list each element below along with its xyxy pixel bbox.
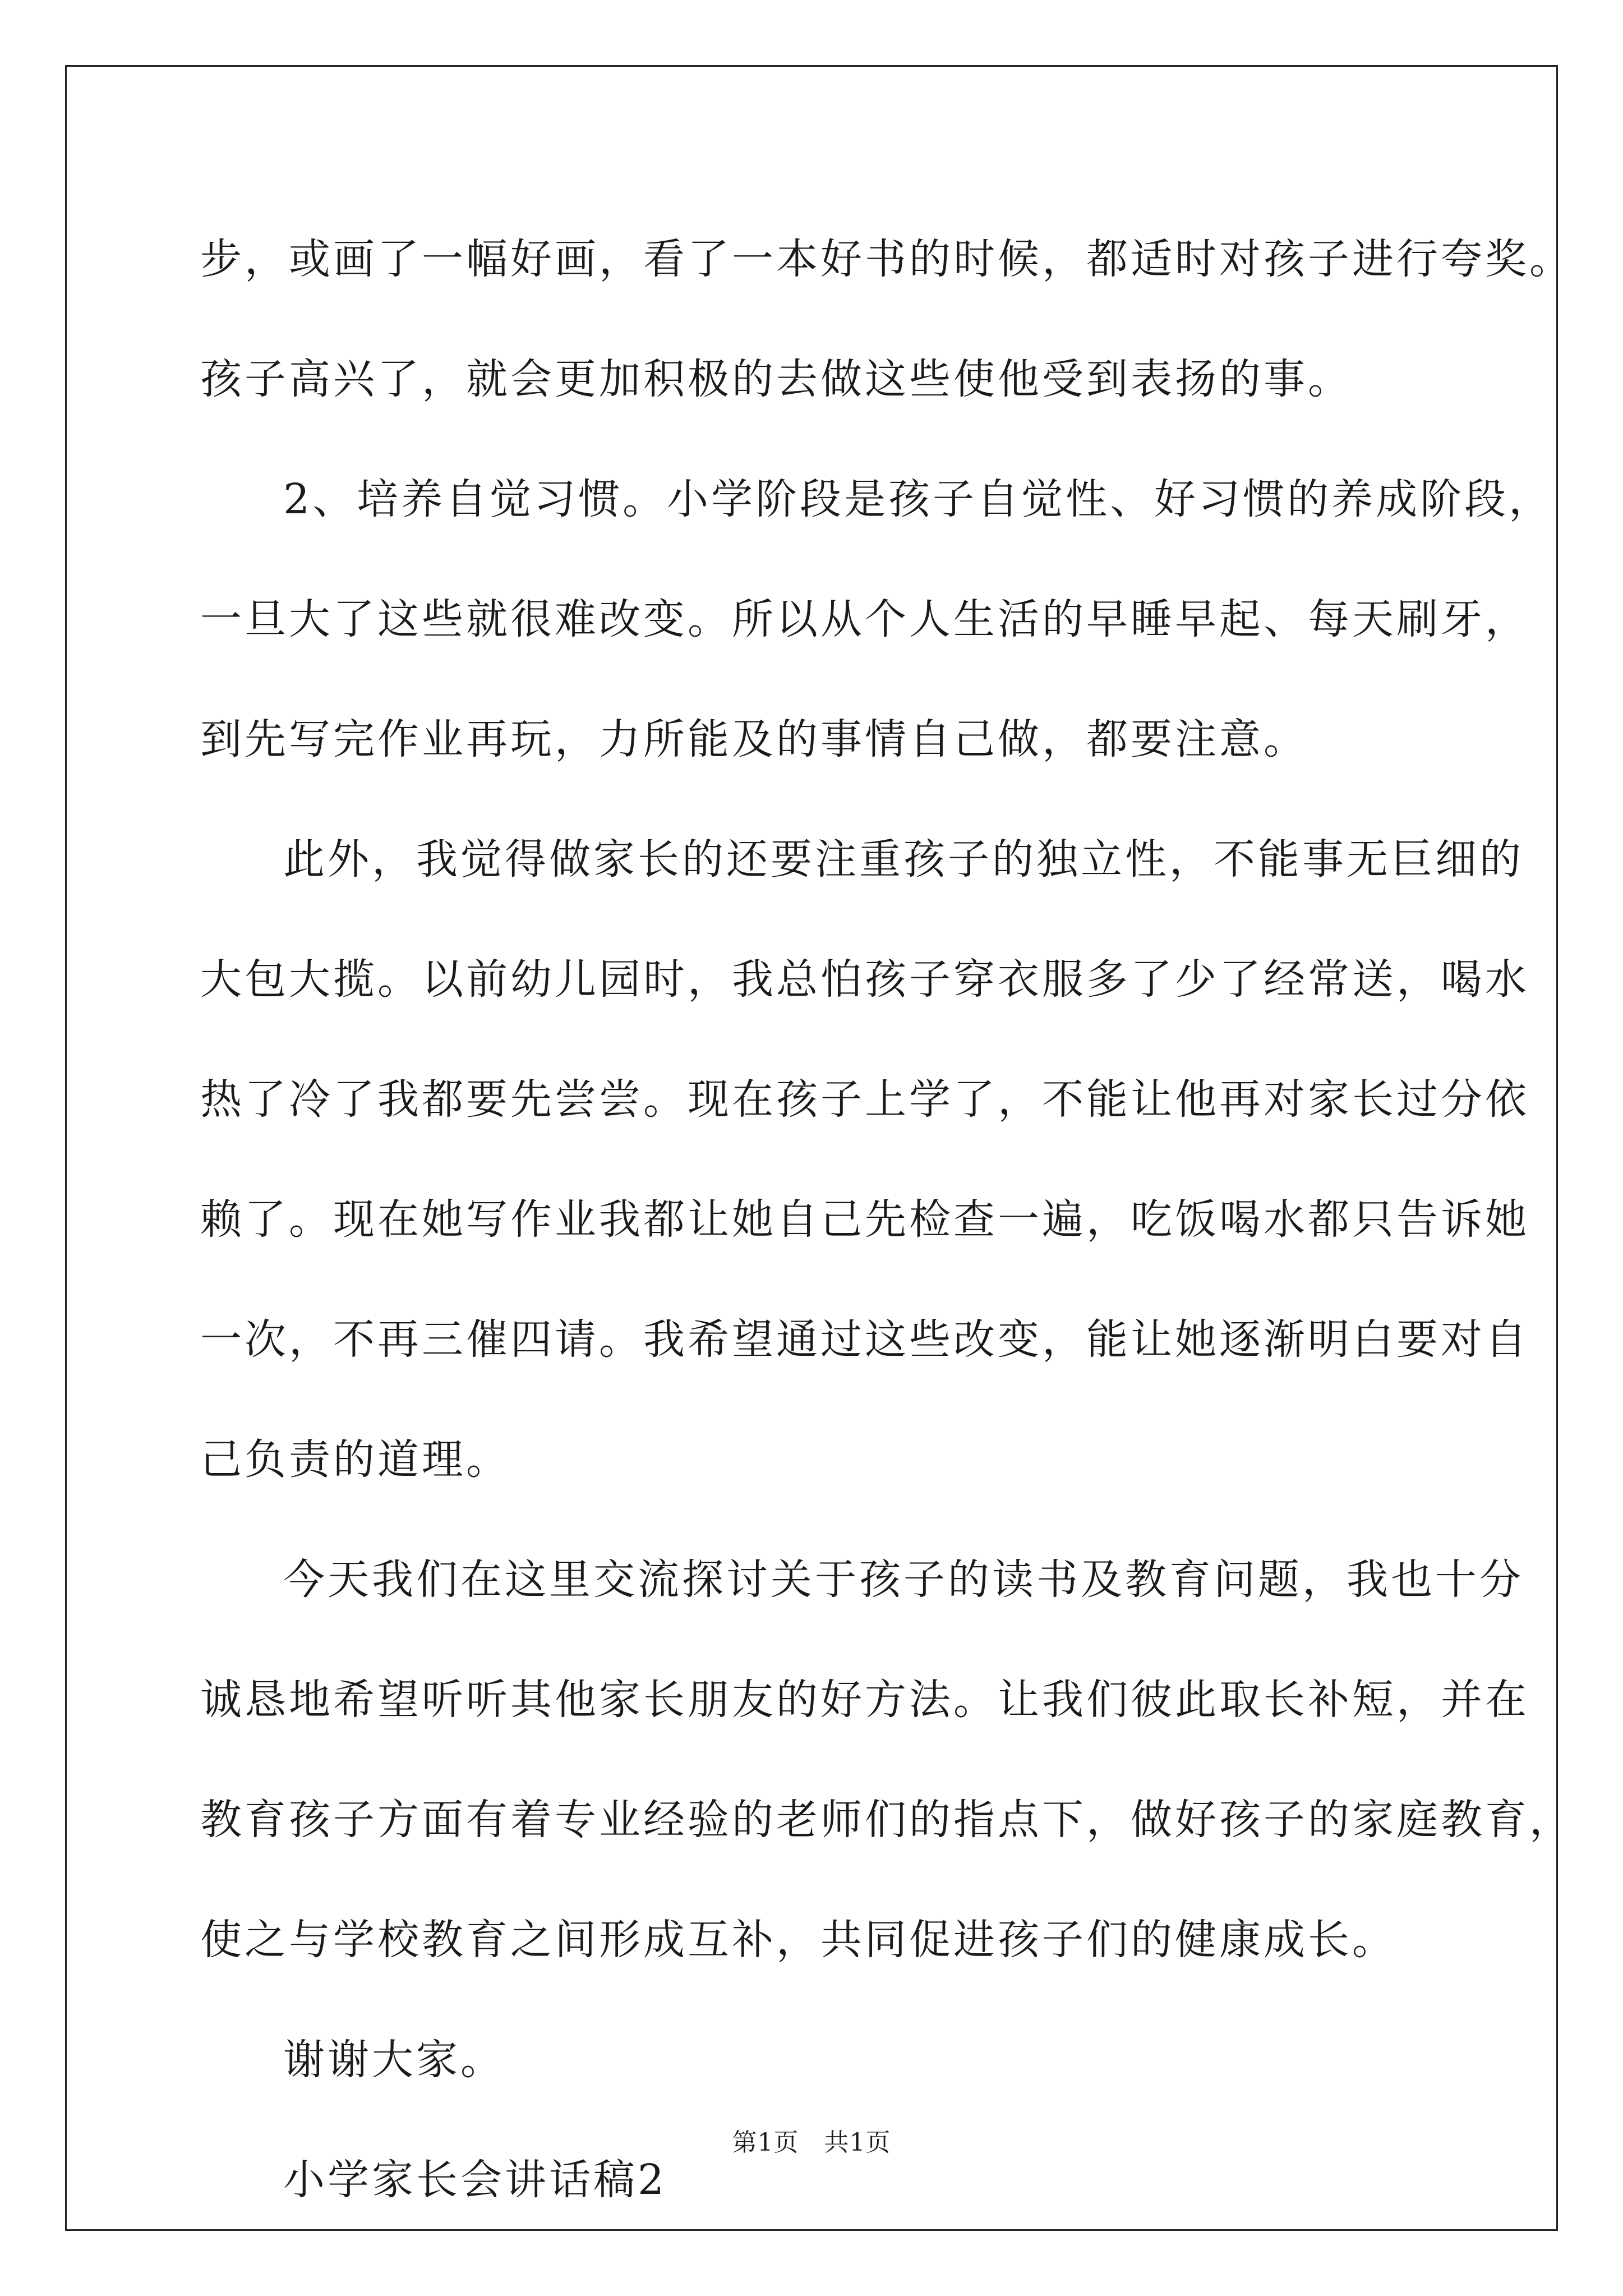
page-number-footer: 第1页 共1页 — [732, 2128, 891, 2157]
text-line: 诚恳地希望听听其他家长朋友的好方法。让我们彼此取长补短，并在 — [200, 1676, 1529, 1724]
text-line: 使之与学校教育之间形成互补，共同促进孩子们的健康成长。 — [200, 1916, 1396, 1964]
text-line: 到先写完作业再玩，力所能及的事情自己做，都要注意。 — [200, 715, 1308, 763]
text-line: 己负责的道理。 — [200, 1435, 510, 1484]
document-body — [200, 199, 1574, 2240]
section-heading: 小学家长会讲话稿2 — [283, 2156, 667, 2204]
text-line: 步，或画了一幅好画，看了一本好书的时候，都适时对孩子进行夸奖。 — [200, 235, 1574, 283]
paragraph-start-line: 2、培养自觉习惯。小学阶段是孩子自觉性、好习惯的养成阶段， — [283, 475, 1553, 523]
text-line: 教育孩子方面有着专业经验的老师们的指点下，做好孩子的家庭教育， — [200, 1796, 1574, 1844]
text-line: 热了冷了我都要先尝尝。现在孩子上学了，不能让他再对家长过分依 — [200, 1075, 1529, 1124]
text-line: 赖了。现在她写作业我都让她自己先检查一遍，吃饭喝水都只告诉她 — [200, 1195, 1529, 1244]
text-line: 一旦大了这些就很难改变。所以从个人生活的早睡早起、每天刷牙， — [200, 595, 1529, 643]
text-line: 一次，不再三催四请。我希望通过这些改变，能让她逐渐明白要对自 — [200, 1315, 1529, 1364]
text-line: 孩子高兴了，就会更加积极的去做这些使他受到表扬的事。 — [200, 355, 1352, 403]
paragraph-start-line: 今天我们在这里交流探讨关于孩子的读书及教育问题，我也十分 — [283, 1556, 1524, 1604]
closing-line: 谢谢大家。 — [283, 2036, 505, 2084]
text-line: 大包大揽。以前幼儿园时，我总怕孩子穿衣服多了少了经常送，喝水 — [200, 955, 1529, 1004]
paragraph-start-line: 此外，我觉得做家长的还要注重孩子的独立性，不能事无巨细的 — [283, 835, 1524, 884]
